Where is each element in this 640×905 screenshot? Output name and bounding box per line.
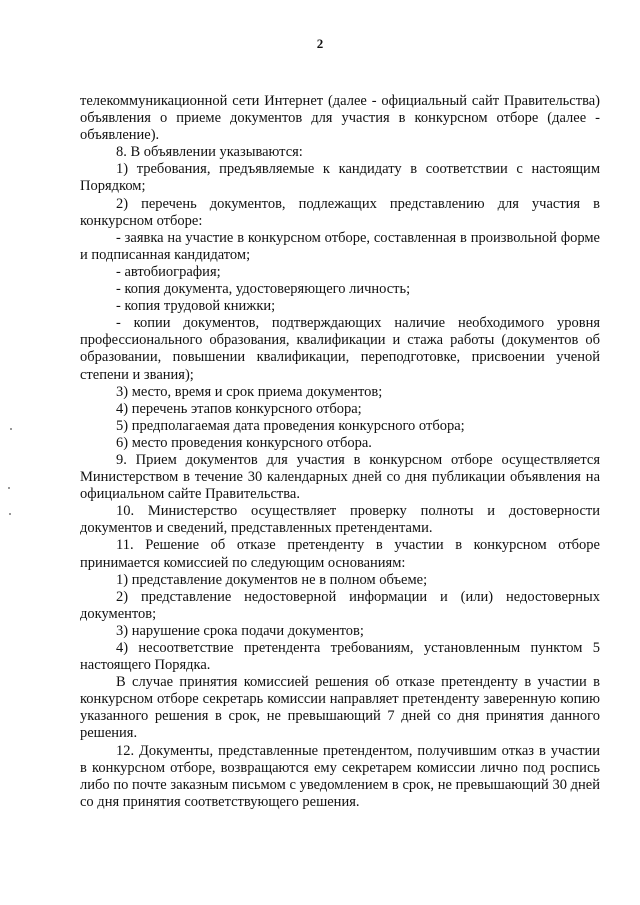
scan-artifact (10, 428, 12, 430)
clause-11: 11. Решение об отказе претенденту в участии в конкурсном отборе принимается комиссией по следующим основаниям: (80, 537, 600, 571)
document-list-item: - автобиография; (116, 263, 221, 280)
clause-8-item-2: 2) перечень документов, подлежащих представлению для участия в конкурсном отборе: (80, 195, 600, 229)
document-list-item: - копия трудовой книжки; (116, 298, 276, 315)
clause-11-item-3: 3) нарушение срока подачи документов; (116, 622, 364, 639)
clause-11-item-1: 1) представление документов не в полном объеме; (116, 571, 428, 588)
clause-8-item-3: 3) место, время и срок приема документов; (116, 383, 383, 400)
scan-artifact (9, 513, 11, 515)
clause-11-item-4: 4) несоответствие претендента требованиям, установленным пунктом 5 настоящего Порядка. (80, 640, 600, 674)
clause-8-item-6: 6) место проведения конкурсного отбора. (116, 434, 372, 451)
document-list-item: - заявка на участие в конкурсном отборе, составленная в произвольной форме и подписанная кандидатом; (80, 229, 600, 263)
document-list-item: - копии документов, подтверждающих наличие необходимого уровня профессионального образования, квалификации и стажа работы (документов об образовании, повышении квалификации, переподготовке, присвоении ученой степени и звания); (80, 315, 600, 383)
clause-8-item-4: 4) перечень этапов конкурсного отбора; (116, 400, 362, 417)
clause-11-refusal-paragraph: В случае принятия комиссией решения об отказе претенденту в участии в конкурсном отборе секретарь комиссии направляет претенденту заверенную копию указанного решения в срок, не превышающий 7 дней со дня принятия данного решения. (80, 674, 600, 742)
paragraph-continuation: телекоммуникационной сети Интернет (далее - официальный сайт Правительства) объявления о приеме документов для участия в конкурсном отборе (далее - объявление). (80, 93, 600, 144)
page-number: 2 (316, 36, 324, 51)
clause-8-item-1: 1) требования, предъявляемые к кандидату в соответствии с настоящим Порядком; (80, 161, 600, 195)
clause-11-item-2: 2) представление недостоверной информации и (или) недостоверных документов; (80, 588, 600, 622)
clause-10: 10. Министерство осуществляет проверку полноты и достоверности документов и сведений, представленных претендентами. (80, 503, 600, 537)
clause-8-item-5: 5) предполагаемая дата проведения конкурсного отбора; (116, 417, 465, 434)
clause-8: 8. В объявлении указываются: (116, 144, 303, 161)
clause-12: 12. Документы, представленные претендентом, получившим отказ в участии в конкурсном отборе, возвращаются ему секретарем комиссии лично под роспись либо по почте заказным письмом с уведомлением в срок, не превышающий 30 дней со дня принятия соответствующего решения. (80, 742, 600, 810)
document-list-item: - копия документа, удостоверяющего личность; (116, 281, 411, 298)
document-body (80, 93, 600, 811)
clause-9: 9. Прием документов для участия в конкурсном отборе осуществляется Министерством в течение 30 календарных дней со дня публикации объявления на официальном сайте Правительства. (80, 451, 600, 503)
scan-artifact (8, 487, 10, 489)
